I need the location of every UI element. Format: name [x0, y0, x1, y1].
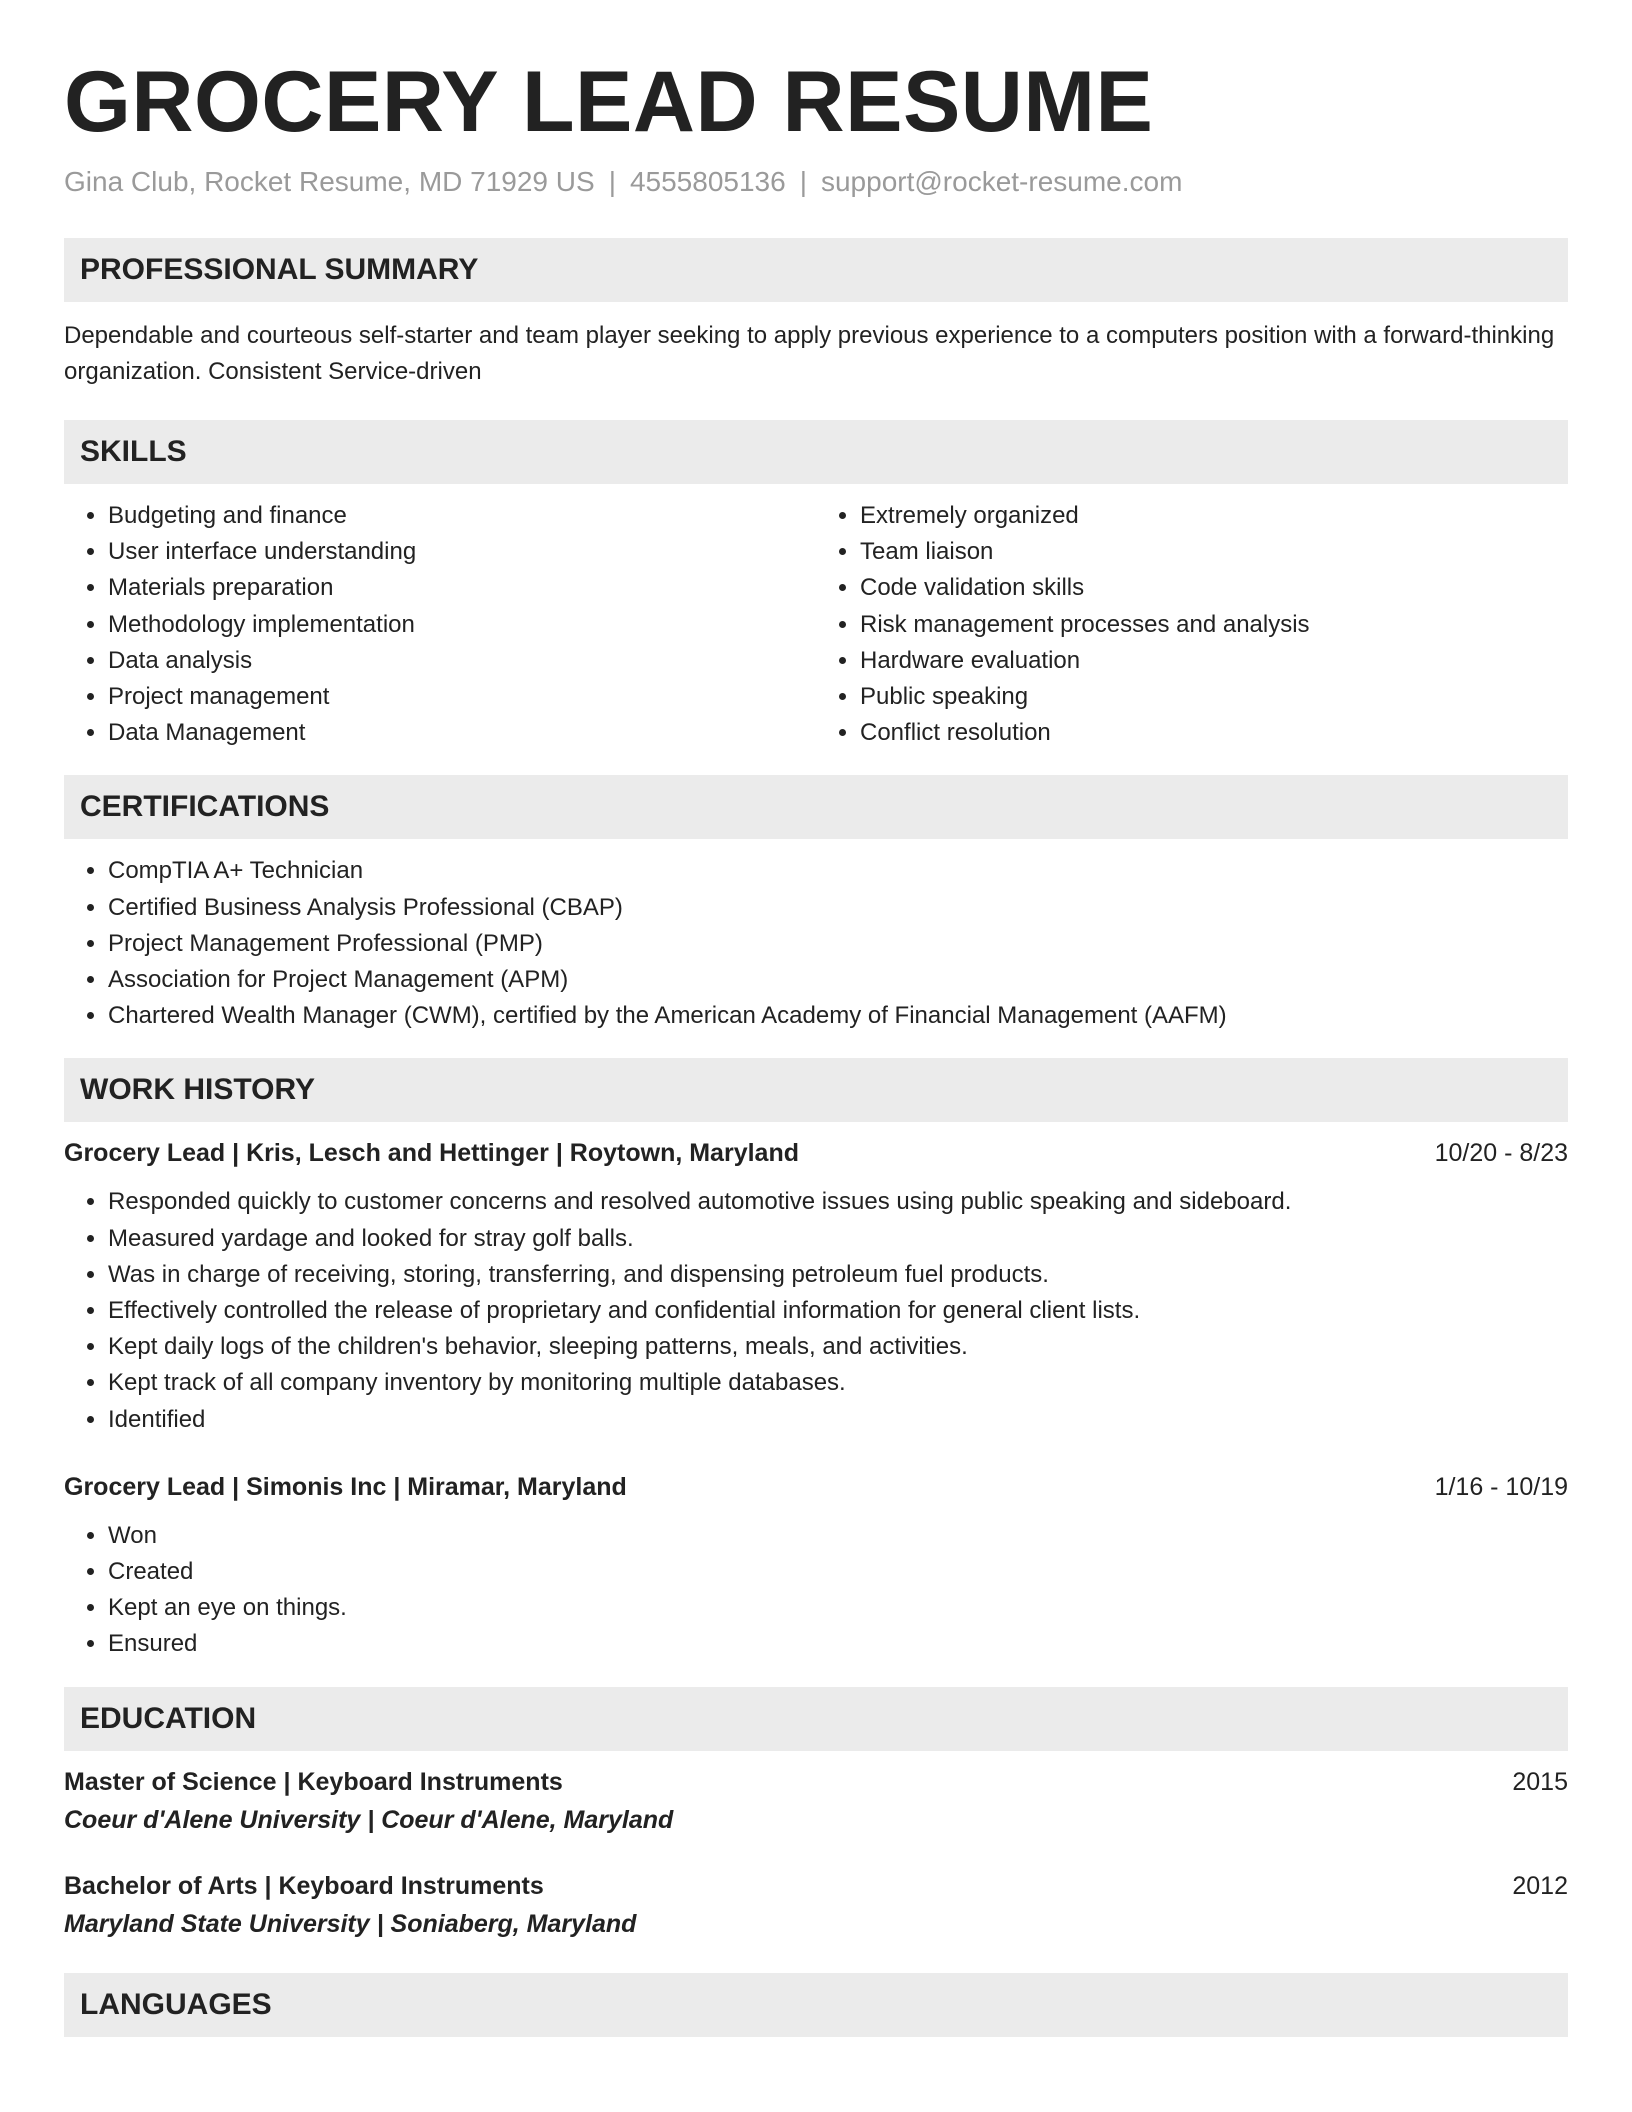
skill-item: • Data Management [108, 715, 816, 751]
skill-item: • Team liaison [860, 534, 1568, 570]
education-heading: EDUCATION [64, 1687, 1568, 1751]
skills-grid [64, 498, 1568, 751]
skill-item: • Hardware evaluation [860, 643, 1568, 679]
certifications-list [64, 853, 1568, 1034]
work-history-heading: WORK HISTORY [64, 1058, 1568, 1122]
job-title: Grocery Lead | Simonis Inc | Miramar, Maryland [64, 1472, 627, 1501]
skill-item: • Budgeting and finance [108, 498, 816, 534]
languages-heading: LANGUAGES [64, 1973, 1568, 2037]
job-bullet: • Responded quickly to customer concerns and resolved automotive issues using public speaking and sideboard. [108, 1184, 1568, 1220]
job-bullet: • Measured yardage and looked for stray golf balls. [108, 1221, 1568, 1257]
education-degree: Bachelor of Arts | Keyboard Instruments [64, 1871, 544, 1900]
skill-item: • Materials preparation [108, 570, 816, 606]
education-header [64, 1765, 1568, 1799]
skills-heading: SKILLS [64, 420, 1568, 484]
job-bullet: • Effectively controlled the release of proprietary and confidential information for general client lists. [108, 1293, 1568, 1329]
job-bullet: • Was in charge of receiving, storing, transferring, and dispensing petroleum fuel products. [108, 1257, 1568, 1293]
contact-email: support@rocket-resume.com [820, 166, 1183, 197]
skills-list-right [816, 498, 1568, 751]
job-bullets [64, 1184, 1568, 1437]
job-title: Grocery Lead | Kris, Lesch and Hettinger | Roytown, Maryland [64, 1139, 799, 1168]
job-bullet: • Kept daily logs of the children's behavior, sleeping patterns, meals, and activities. [108, 1329, 1568, 1365]
skill-item: • Extremely organized [860, 498, 1568, 534]
education-entry [64, 1765, 1568, 1837]
contact-separator: | [608, 166, 616, 197]
skill-item: • User interface understanding [108, 534, 816, 570]
certification-item: • Certified Business Analysis Professional (CBAP) [108, 890, 1568, 926]
skill-item: • Public speaking [860, 679, 1568, 715]
job-entry [64, 1136, 1568, 1437]
certification-item: • CompTIA A+ Technician [108, 853, 1568, 889]
skill-item: • Project management [108, 679, 816, 715]
summary-text: Dependable and courteous self-starter and team player seeking to apply previous experience to a computers position with a forward-thinking organization. Consistent Service-driven [64, 322, 1555, 385]
job-bullet: • Identified [108, 1402, 1568, 1438]
contact-separator: | [799, 166, 807, 197]
skill-item: • Data analysis [108, 643, 816, 679]
job-header [64, 1136, 1568, 1170]
education-school: Maryland State University | Soniaberg, Maryland [64, 1909, 637, 1938]
skill-item: • Risk management processes and analysis [860, 607, 1568, 643]
education-entry [64, 1869, 1568, 1941]
education-year: 2015 [1512, 1767, 1568, 1796]
job-bullets [64, 1518, 1568, 1663]
job-entry [64, 1470, 1568, 1663]
job-dates: 1/16 - 10/19 [1434, 1472, 1568, 1501]
contact-phone: 4555805136 [629, 166, 786, 197]
contact-line [64, 164, 1568, 200]
education-school: Coeur d'Alene University | Coeur d'Alene, Maryland [64, 1805, 674, 1834]
education-degree: Master of Science | Keyboard Instruments [64, 1767, 563, 1796]
certifications-heading: CERTIFICATIONS [64, 775, 1568, 839]
certification-item: • Chartered Wealth Manager (CWM), certified by the American Academy of Financial Management (AAFM) [108, 998, 1568, 1034]
job-dates: 10/20 - 8/23 [1434, 1139, 1568, 1168]
job-bullet: • Won [108, 1518, 1568, 1554]
job-bullet: • Kept track of all company inventory by monitoring multiple databases. [108, 1365, 1568, 1401]
skills-list-left [64, 498, 816, 751]
job-bullet: • Ensured [108, 1626, 1568, 1662]
summary-heading: PROFESSIONAL SUMMARY [64, 238, 1568, 302]
skill-item: • Code validation skills [860, 570, 1568, 606]
certification-item: • Project Management Professional (PMP) [108, 926, 1568, 962]
resume-title: GROCERY LEAD RESUME [64, 54, 1154, 150]
education-year: 2012 [1512, 1871, 1568, 1900]
job-bullet: • Kept an eye on things. [108, 1590, 1568, 1626]
education-header [64, 1869, 1568, 1903]
skill-item: • Conflict resolution [860, 715, 1568, 751]
job-header [64, 1470, 1568, 1504]
skill-item: • Methodology implementation [108, 607, 816, 643]
job-bullet: • Created [108, 1554, 1568, 1590]
certification-item: • Association for Project Management (APM) [108, 962, 1568, 998]
contact-address: Gina Club, Rocket Resume, MD 71929 US [64, 166, 595, 197]
